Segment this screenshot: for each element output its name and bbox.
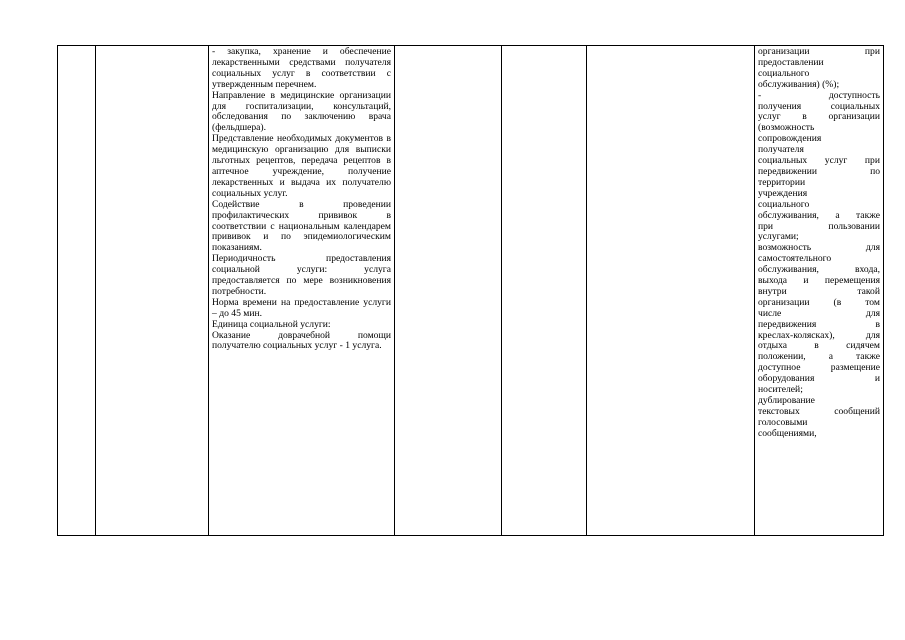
indicator-line: - доступность bbox=[758, 89, 880, 101]
indicator-line: числе для bbox=[758, 307, 880, 319]
indicator-line: возможность для bbox=[758, 242, 880, 254]
indicator-line: обслуживания, входа, bbox=[758, 264, 880, 276]
cell-number bbox=[58, 46, 96, 536]
indicator-line: услугами; bbox=[758, 231, 799, 243]
description-paragraph: Периодичность предоставления социальной услуги: услуга предоставляется по мере возникновения потребности. bbox=[212, 253, 391, 297]
services-table bbox=[57, 45, 884, 536]
indicator-line: положении, а также bbox=[758, 351, 880, 363]
indicator-line: внутри такой bbox=[758, 285, 880, 297]
indicator-line: обслуживания) (%); bbox=[758, 78, 840, 90]
indicator-line: отдыха в сидячем bbox=[758, 340, 880, 352]
cell-empty-5 bbox=[502, 46, 587, 536]
description-paragraph: - закупка, хранение и обеспечение лекарственными средствами получателя социальных услуг в соответствии с утвержденным перечнем. bbox=[212, 46, 391, 90]
description-paragraph: Норма времени на предоставление услуги – до 45 мин. bbox=[212, 296, 391, 319]
indicator-line: при пользовании bbox=[758, 220, 880, 232]
cell-service-name bbox=[96, 46, 209, 536]
indicator-line: услуг в организации bbox=[758, 111, 880, 123]
indicator-line: учреждения bbox=[758, 187, 808, 199]
indicator-line: оборудования и bbox=[758, 373, 880, 385]
indicator-line: передвижения в bbox=[758, 318, 880, 330]
cell-empty-6 bbox=[587, 46, 755, 536]
indicator-line: предоставлении bbox=[758, 56, 824, 68]
indicator-line: социального bbox=[758, 198, 810, 210]
indicator-line: голосовыми bbox=[758, 416, 808, 428]
indicator-line: получателя bbox=[758, 144, 804, 156]
indicator-line: доступное размещение bbox=[758, 362, 880, 374]
cell-quality-indicators bbox=[755, 46, 884, 536]
indicator-line: текстовых сообщений bbox=[758, 405, 880, 417]
indicator-line: креслах-колясках), для bbox=[758, 329, 880, 341]
indicator-line: самостоятельного bbox=[758, 253, 832, 265]
indicator-line: территории bbox=[758, 176, 806, 188]
description-paragraph: Направление в медицинские организации для госпитализации, консультаций, обследования по заключению врача (фельдшера). bbox=[212, 89, 391, 134]
cell-service-description bbox=[209, 46, 395, 536]
indicator-line: социального bbox=[758, 67, 810, 79]
table-row bbox=[58, 46, 884, 536]
cell-empty-4 bbox=[395, 46, 502, 536]
description-paragraph: Единица социальной услуги: bbox=[212, 318, 331, 330]
description-paragraph: Представление необходимых документов в медицинскую организацию для выписки льготных рецептов, передача рецептов в аптечное учреждение, получение лекарственных и выдача их получателю социальных услуг. bbox=[212, 133, 391, 199]
description-paragraph: Оказание доврачебной помощи получателю социальных услуг - 1 услуга. bbox=[212, 329, 391, 352]
indicator-line: выхода и перемещения bbox=[758, 275, 880, 287]
indicator-line: получения социальных bbox=[758, 100, 880, 112]
indicator-line: социальных услуг при bbox=[758, 155, 880, 167]
indicator-line: сообщениями, bbox=[758, 427, 817, 439]
indicator-line: организации (в том bbox=[758, 296, 880, 308]
indicator-line: дублирование bbox=[758, 395, 815, 406]
indicator-line: (возможность bbox=[758, 122, 815, 134]
description-paragraph: Содействие в проведении профилактических прививок в соответствии с национальным календарем прививок и по эпидемиологическим показаниям. bbox=[212, 198, 391, 254]
indicator-line: обслуживания, а также bbox=[758, 209, 880, 221]
indicator-line: передвижении по bbox=[758, 165, 880, 177]
indicator-line: носителей; bbox=[758, 384, 803, 396]
indicator-line: организации при bbox=[758, 46, 880, 57]
indicator-line: сопровождения bbox=[758, 133, 822, 145]
